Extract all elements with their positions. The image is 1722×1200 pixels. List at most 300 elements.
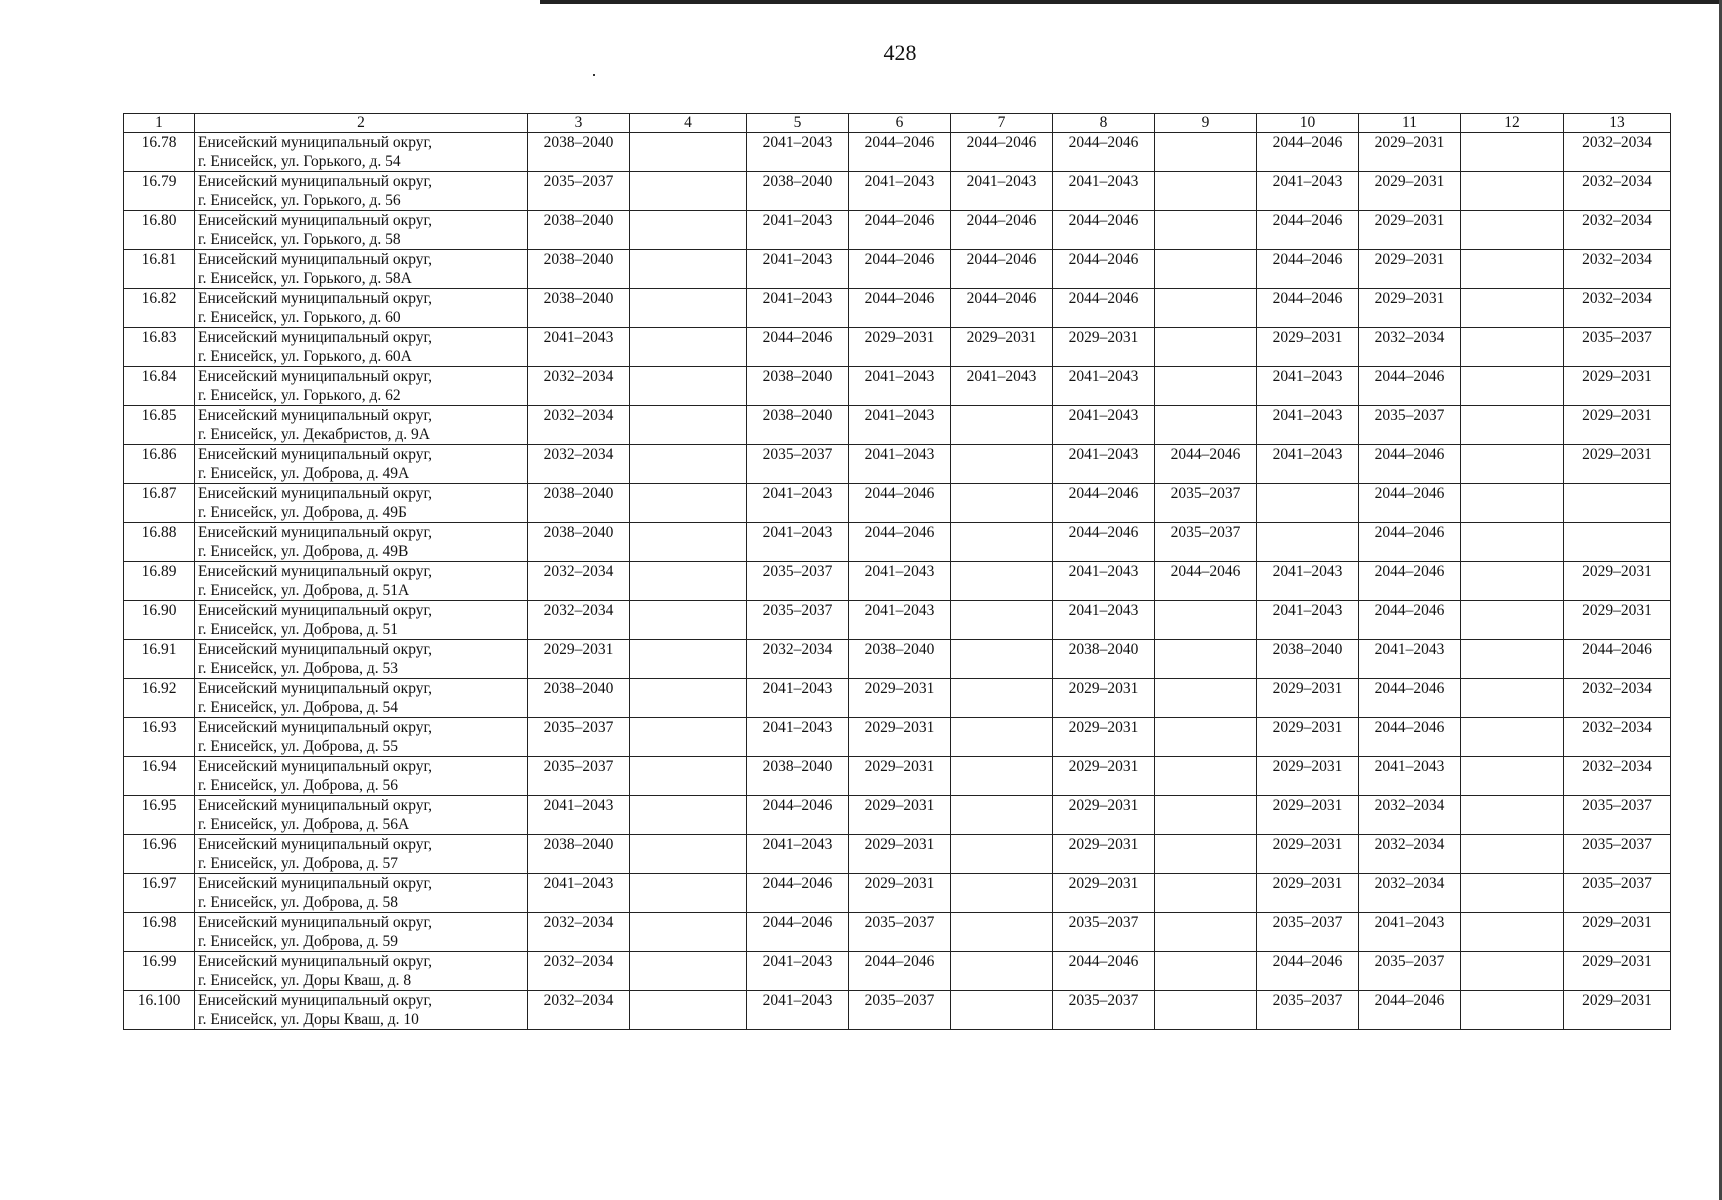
period-cell-col-13: 2035–2037 [1564, 796, 1671, 835]
address-cell [195, 289, 528, 328]
address-line-district: Енисейский муниципальный округ, [198, 485, 432, 502]
period-cell-col-9: 2044–2046 [1155, 445, 1257, 484]
period-cell-col-10 [1257, 523, 1359, 562]
period-cell-col-4 [630, 445, 747, 484]
period-cell-col-13: 2032–2034 [1564, 172, 1671, 211]
row-number-cell: 16.88 [124, 523, 195, 562]
period-cell-col-3: 2038–2040 [528, 835, 630, 874]
column-number-row [124, 114, 1671, 133]
period-cell-col-3: 2038–2040 [528, 523, 630, 562]
period-cell-col-11: 2035–2037 [1359, 406, 1461, 445]
period-cell-col-6: 2044–2046 [849, 250, 951, 289]
period-cell-col-8: 2038–2040 [1053, 640, 1155, 679]
address-cell [195, 991, 528, 1030]
row-number-cell: 16.94 [124, 757, 195, 796]
period-cell-col-8: 2044–2046 [1053, 289, 1155, 328]
period-cell-col-3: 2041–2043 [528, 796, 630, 835]
period-cell-col-11: 2044–2046 [1359, 718, 1461, 757]
address-line-district: Енисейский муниципальный округ, [198, 875, 432, 892]
period-cell-col-4 [630, 835, 747, 874]
address-line-street: г. Енисейск, ул. Доброва, д. 55 [198, 738, 398, 755]
address-cell [195, 523, 528, 562]
address-line-district: Енисейский муниципальный округ, [198, 797, 432, 814]
row-number-cell: 16.82 [124, 289, 195, 328]
period-cell-col-5: 2035–2037 [747, 601, 849, 640]
address-line-street: г. Енисейск, ул. Доброва, д. 51А [198, 582, 410, 599]
address-cell [195, 484, 528, 523]
period-cell-col-8: 2044–2046 [1053, 952, 1155, 991]
address-line-street: г. Енисейск, ул. Доброва, д. 49Б [198, 504, 407, 521]
period-cell-col-4 [630, 679, 747, 718]
table-row [124, 172, 1671, 211]
period-cell-col-10: 2029–2031 [1257, 718, 1359, 757]
period-cell-col-4 [630, 133, 747, 172]
period-cell-col-11: 2044–2046 [1359, 367, 1461, 406]
period-cell-col-6: 2044–2046 [849, 484, 951, 523]
period-cell-col-9 [1155, 367, 1257, 406]
address-line-street: г. Енисейск, ул. Горького, д. 60А [198, 348, 412, 365]
address-cell [195, 913, 528, 952]
table-row [124, 679, 1671, 718]
period-cell-col-10: 2029–2031 [1257, 679, 1359, 718]
table-row [124, 328, 1671, 367]
table-row [124, 484, 1671, 523]
period-cell-col-4 [630, 289, 747, 328]
period-cell-col-3: 2032–2034 [528, 406, 630, 445]
period-cell-col-3: 2038–2040 [528, 289, 630, 328]
period-cell-col-9 [1155, 679, 1257, 718]
period-cell-col-11: 2029–2031 [1359, 133, 1461, 172]
period-cell-col-13 [1564, 523, 1671, 562]
period-cell-col-11: 2032–2034 [1359, 874, 1461, 913]
period-cell-col-13: 2032–2034 [1564, 289, 1671, 328]
period-cell-col-6: 2041–2043 [849, 172, 951, 211]
column-header-9: 9 [1155, 114, 1257, 133]
period-cell-col-7: 2044–2046 [951, 133, 1053, 172]
table-row [124, 874, 1671, 913]
period-cell-col-9 [1155, 289, 1257, 328]
period-cell-col-11: 2029–2031 [1359, 289, 1461, 328]
period-cell-col-10: 2044–2046 [1257, 952, 1359, 991]
address-line-street: г. Енисейск, ул. Доброва, д. 49В [198, 543, 409, 560]
period-cell-col-3: 2032–2034 [528, 601, 630, 640]
row-number-cell: 16.98 [124, 913, 195, 952]
address-cell [195, 796, 528, 835]
period-cell-col-5: 2041–2043 [747, 133, 849, 172]
period-cell-col-11: 2029–2031 [1359, 250, 1461, 289]
period-cell-col-13: 2035–2037 [1564, 835, 1671, 874]
address-cell [195, 601, 528, 640]
page-number: 428 [883, 40, 917, 65]
period-cell-col-4 [630, 562, 747, 601]
period-cell-col-10: 2044–2046 [1257, 289, 1359, 328]
period-cell-col-9 [1155, 133, 1257, 172]
address-line-street: г. Енисейск, ул. Доброва, д. 53 [198, 660, 398, 677]
period-cell-col-4 [630, 406, 747, 445]
period-cell-col-9 [1155, 172, 1257, 211]
period-cell-col-7 [951, 523, 1053, 562]
period-cell-col-10: 2029–2031 [1257, 796, 1359, 835]
period-cell-col-10: 2035–2037 [1257, 991, 1359, 1030]
address-line-street: г. Енисейск, ул. Доброва, д. 49А [198, 465, 410, 482]
period-cell-col-10: 2038–2040 [1257, 640, 1359, 679]
column-header-4: 4 [630, 114, 747, 133]
address-line-street: г. Енисейск, ул. Доброва, д. 51 [198, 621, 398, 638]
period-cell-col-9 [1155, 796, 1257, 835]
period-cell-col-6: 2044–2046 [849, 523, 951, 562]
address-cell [195, 835, 528, 874]
period-cell-col-13: 2029–2031 [1564, 562, 1671, 601]
period-cell-col-10: 2041–2043 [1257, 601, 1359, 640]
period-cell-col-12 [1461, 172, 1564, 211]
period-cell-col-8: 2044–2046 [1053, 250, 1155, 289]
period-cell-col-7 [951, 445, 1053, 484]
period-cell-col-12 [1461, 601, 1564, 640]
period-cell-col-8: 2029–2031 [1053, 679, 1155, 718]
period-cell-col-12 [1461, 133, 1564, 172]
period-cell-col-11: 2041–2043 [1359, 913, 1461, 952]
period-cell-col-5: 2041–2043 [747, 289, 849, 328]
period-cell-col-12 [1461, 718, 1564, 757]
period-cell-col-7: 2044–2046 [951, 211, 1053, 250]
address-line-street: г. Енисейск, ул. Доры Кваш, д. 8 [198, 972, 412, 989]
period-cell-col-5: 2038–2040 [747, 367, 849, 406]
period-cell-col-10: 2035–2037 [1257, 913, 1359, 952]
row-number-cell: 16.79 [124, 172, 195, 211]
table-row [124, 718, 1671, 757]
table-body [124, 133, 1671, 1030]
period-cell-col-6: 2029–2031 [849, 718, 951, 757]
period-cell-col-6: 2044–2046 [849, 952, 951, 991]
period-cell-col-10: 2029–2031 [1257, 835, 1359, 874]
period-cell-col-11: 2044–2046 [1359, 562, 1461, 601]
period-cell-col-4 [630, 952, 747, 991]
row-number-cell: 16.81 [124, 250, 195, 289]
address-line-street: г. Енисейск, ул. Доброва, д. 56 [198, 777, 398, 794]
period-cell-col-5: 2041–2043 [747, 835, 849, 874]
period-cell-col-4 [630, 211, 747, 250]
period-cell-col-3: 2041–2043 [528, 328, 630, 367]
period-cell-col-8: 2041–2043 [1053, 562, 1155, 601]
address-line-street: г. Енисейск, ул. Горького, д. 58 [198, 231, 401, 248]
period-cell-col-4 [630, 250, 747, 289]
row-number-cell: 16.97 [124, 874, 195, 913]
column-header-5: 5 [747, 114, 849, 133]
period-cell-col-8: 2029–2031 [1053, 874, 1155, 913]
period-cell-col-5: 2035–2037 [747, 562, 849, 601]
period-cell-col-5: 2044–2046 [747, 913, 849, 952]
period-cell-col-3: 2038–2040 [528, 211, 630, 250]
period-cell-col-4 [630, 640, 747, 679]
address-line-district: Енисейский муниципальный округ, [198, 563, 432, 580]
period-cell-col-12 [1461, 406, 1564, 445]
period-cell-col-13: 2032–2034 [1564, 757, 1671, 796]
period-cell-col-3: 2038–2040 [528, 679, 630, 718]
period-cell-col-13: 2032–2034 [1564, 679, 1671, 718]
table-row [124, 367, 1671, 406]
period-cell-col-7 [951, 757, 1053, 796]
period-cell-col-12 [1461, 367, 1564, 406]
period-cell-col-9 [1155, 835, 1257, 874]
period-cell-col-10 [1257, 484, 1359, 523]
table-row [124, 796, 1671, 835]
period-cell-col-6: 2029–2031 [849, 835, 951, 874]
period-cell-col-8: 2044–2046 [1053, 211, 1155, 250]
period-cell-col-6: 2041–2043 [849, 445, 951, 484]
address-cell [195, 757, 528, 796]
period-cell-col-11: 2035–2037 [1359, 952, 1461, 991]
period-cell-col-3: 2038–2040 [528, 484, 630, 523]
address-line-street: г. Енисейск, ул. Горького, д. 56 [198, 192, 401, 209]
period-cell-col-12 [1461, 445, 1564, 484]
period-cell-col-13 [1564, 484, 1671, 523]
column-header-7: 7 [951, 114, 1053, 133]
period-cell-col-12 [1461, 640, 1564, 679]
period-cell-col-5: 2041–2043 [747, 952, 849, 991]
period-cell-col-9 [1155, 757, 1257, 796]
period-cell-col-12 [1461, 952, 1564, 991]
address-line-street: г. Енисейск, ул. Доброва, д. 57 [198, 855, 398, 872]
period-cell-col-12 [1461, 484, 1564, 523]
address-line-district: Енисейский муниципальный округ, [198, 758, 432, 775]
period-cell-col-5: 2035–2037 [747, 445, 849, 484]
period-cell-col-5: 2044–2046 [747, 328, 849, 367]
address-line-street: г. Енисейск, ул. Доброва, д. 58 [198, 894, 398, 911]
table-row [124, 211, 1671, 250]
address-line-district: Енисейский муниципальный округ, [198, 602, 432, 619]
period-cell-col-7 [951, 679, 1053, 718]
period-cell-col-5: 2041–2043 [747, 991, 849, 1030]
period-cell-col-4 [630, 328, 747, 367]
row-number-cell: 16.83 [124, 328, 195, 367]
period-cell-col-11: 2032–2034 [1359, 328, 1461, 367]
period-cell-col-4 [630, 991, 747, 1030]
address-line-district: Енисейский муниципальный округ, [198, 524, 432, 541]
period-cell-col-9 [1155, 406, 1257, 445]
period-cell-col-13: 2032–2034 [1564, 250, 1671, 289]
period-cell-col-8: 2035–2037 [1053, 991, 1155, 1030]
period-cell-col-11: 2032–2034 [1359, 835, 1461, 874]
period-cell-col-9 [1155, 718, 1257, 757]
period-cell-col-4 [630, 523, 747, 562]
address-line-street: г. Енисейск, ул. Горького, д. 54 [198, 153, 401, 170]
address-line-district: Енисейский муниципальный округ, [198, 368, 432, 385]
period-cell-col-3: 2038–2040 [528, 133, 630, 172]
table-row [124, 406, 1671, 445]
address-cell [195, 679, 528, 718]
table-row [124, 913, 1671, 952]
period-cell-col-13: 2032–2034 [1564, 718, 1671, 757]
period-cell-col-8: 2029–2031 [1053, 718, 1155, 757]
period-cell-col-3: 2032–2034 [528, 913, 630, 952]
period-cell-col-5: 2041–2043 [747, 679, 849, 718]
period-cell-col-5: 2032–2034 [747, 640, 849, 679]
period-cell-col-10: 2041–2043 [1257, 562, 1359, 601]
address-line-district: Енисейский муниципальный округ, [198, 914, 432, 931]
period-cell-col-11: 2029–2031 [1359, 172, 1461, 211]
row-number-cell: 16.89 [124, 562, 195, 601]
period-cell-col-10: 2041–2043 [1257, 172, 1359, 211]
column-header-8: 8 [1053, 114, 1155, 133]
period-cell-col-9 [1155, 328, 1257, 367]
address-line-district: Енисейский муниципальный округ, [198, 134, 432, 151]
period-cell-col-6: 2038–2040 [849, 640, 951, 679]
row-number-cell: 16.93 [124, 718, 195, 757]
period-cell-col-9 [1155, 991, 1257, 1030]
address-cell [195, 250, 528, 289]
period-cell-col-12 [1461, 562, 1564, 601]
period-cell-col-11: 2044–2046 [1359, 991, 1461, 1030]
period-cell-col-6: 2044–2046 [849, 133, 951, 172]
address-line-district: Енисейский муниципальный округ, [198, 953, 432, 970]
address-cell [195, 406, 528, 445]
table-row [124, 289, 1671, 328]
period-cell-col-13: 2029–2031 [1564, 913, 1671, 952]
period-cell-col-4 [630, 484, 747, 523]
period-cell-col-5: 2041–2043 [747, 211, 849, 250]
period-cell-col-3: 2035–2037 [528, 718, 630, 757]
address-line-street: г. Енисейск, ул. Горького, д. 62 [198, 387, 401, 404]
table-row [124, 757, 1671, 796]
row-number-cell: 16.90 [124, 601, 195, 640]
period-cell-col-12 [1461, 289, 1564, 328]
row-number-cell: 16.92 [124, 679, 195, 718]
row-number-cell: 16.84 [124, 367, 195, 406]
table-row [124, 952, 1671, 991]
period-cell-col-11: 2044–2046 [1359, 484, 1461, 523]
period-cell-col-8: 2029–2031 [1053, 835, 1155, 874]
period-cell-col-8: 2044–2046 [1053, 523, 1155, 562]
period-cell-col-9 [1155, 913, 1257, 952]
period-cell-col-3: 2032–2034 [528, 562, 630, 601]
address-line-street: г. Енисейск, ул. Горького, д. 58А [198, 270, 412, 287]
period-cell-col-9: 2035–2037 [1155, 523, 1257, 562]
row-number-cell: 16.91 [124, 640, 195, 679]
period-cell-col-13: 2032–2034 [1564, 133, 1671, 172]
period-cell-col-12 [1461, 835, 1564, 874]
period-cell-col-7 [951, 640, 1053, 679]
period-cell-col-7 [951, 718, 1053, 757]
period-cell-col-3: 2032–2034 [528, 445, 630, 484]
period-cell-col-3: 2032–2034 [528, 367, 630, 406]
table-row [124, 250, 1671, 289]
period-cell-col-5: 2038–2040 [747, 172, 849, 211]
table-row [124, 562, 1671, 601]
table-row [124, 991, 1671, 1030]
period-cell-col-6: 2035–2037 [849, 913, 951, 952]
period-cell-col-9 [1155, 952, 1257, 991]
period-cell-col-5: 2041–2043 [747, 484, 849, 523]
address-line-district: Енисейский муниципальный округ, [198, 641, 432, 658]
address-line-street: г. Енисейск, ул. Доброва, д. 59 [198, 933, 398, 950]
column-header-1: 1 [124, 114, 195, 133]
period-cell-col-9 [1155, 874, 1257, 913]
row-number-cell: 16.86 [124, 445, 195, 484]
column-header-11: 11 [1359, 114, 1461, 133]
row-number-cell: 16.99 [124, 952, 195, 991]
period-cell-col-3: 2035–2037 [528, 757, 630, 796]
period-cell-col-6: 2041–2043 [849, 601, 951, 640]
column-header-12: 12 [1461, 114, 1564, 133]
period-cell-col-11: 2044–2046 [1359, 523, 1461, 562]
period-cell-col-12 [1461, 328, 1564, 367]
period-cell-col-5: 2038–2040 [747, 757, 849, 796]
period-cell-col-4 [630, 757, 747, 796]
period-cell-col-13: 2029–2031 [1564, 991, 1671, 1030]
address-line-district: Енисейский муниципальный округ, [198, 836, 432, 853]
period-cell-col-5: 2041–2043 [747, 250, 849, 289]
period-cell-col-4 [630, 796, 747, 835]
period-cell-col-11: 2044–2046 [1359, 679, 1461, 718]
period-cell-col-7: 2044–2046 [951, 289, 1053, 328]
address-cell [195, 328, 528, 367]
period-cell-col-11: 2044–2046 [1359, 445, 1461, 484]
period-cell-col-12 [1461, 679, 1564, 718]
period-cell-col-7 [951, 601, 1053, 640]
period-cell-col-8: 2041–2043 [1053, 445, 1155, 484]
period-cell-col-8: 2029–2031 [1053, 796, 1155, 835]
period-cell-col-8: 2029–2031 [1053, 328, 1155, 367]
address-line-district: Енисейский муниципальный округ, [198, 212, 432, 229]
period-cell-col-7: 2029–2031 [951, 328, 1053, 367]
address-cell [195, 172, 528, 211]
period-cell-col-13: 2035–2037 [1564, 328, 1671, 367]
period-cell-col-7 [951, 835, 1053, 874]
period-cell-col-7 [951, 406, 1053, 445]
period-cell-col-12 [1461, 874, 1564, 913]
row-number-cell: 16.87 [124, 484, 195, 523]
period-cell-col-13: 2032–2034 [1564, 211, 1671, 250]
column-header-2: 2 [195, 114, 528, 133]
period-cell-col-12 [1461, 250, 1564, 289]
period-cell-col-10: 2029–2031 [1257, 874, 1359, 913]
schedule-table [123, 113, 1671, 1030]
address-cell [195, 640, 528, 679]
period-cell-col-10: 2041–2043 [1257, 367, 1359, 406]
row-number-cell: 16.78 [124, 133, 195, 172]
address-line-street: г. Енисейск, ул. Декабристов, д. 9А [198, 426, 430, 443]
period-cell-col-13: 2029–2031 [1564, 952, 1671, 991]
period-cell-col-10: 2044–2046 [1257, 133, 1359, 172]
period-cell-col-11: 2044–2046 [1359, 601, 1461, 640]
period-cell-col-6: 2044–2046 [849, 289, 951, 328]
period-cell-col-7 [951, 913, 1053, 952]
address-cell [195, 133, 528, 172]
period-cell-col-3: 2032–2034 [528, 991, 630, 1030]
table-row [124, 640, 1671, 679]
period-cell-col-8: 2041–2043 [1053, 601, 1155, 640]
address-line-district: Енисейский муниципальный округ, [198, 680, 432, 697]
table-row [124, 445, 1671, 484]
address-line-district: Енисейский муниципальный округ, [198, 719, 432, 736]
period-cell-col-9 [1155, 601, 1257, 640]
address-cell [195, 367, 528, 406]
row-number-cell: 16.85 [124, 406, 195, 445]
period-cell-col-9 [1155, 640, 1257, 679]
period-cell-col-8: 2044–2046 [1053, 484, 1155, 523]
address-cell [195, 562, 528, 601]
period-cell-col-9: 2035–2037 [1155, 484, 1257, 523]
period-cell-col-4 [630, 172, 747, 211]
period-cell-col-6: 2041–2043 [849, 406, 951, 445]
address-cell [195, 874, 528, 913]
column-header-13: 13 [1564, 114, 1671, 133]
period-cell-col-6: 2029–2031 [849, 874, 951, 913]
period-cell-col-7 [951, 484, 1053, 523]
period-cell-col-13: 2035–2037 [1564, 874, 1671, 913]
period-cell-col-4 [630, 718, 747, 757]
period-cell-col-7 [951, 562, 1053, 601]
